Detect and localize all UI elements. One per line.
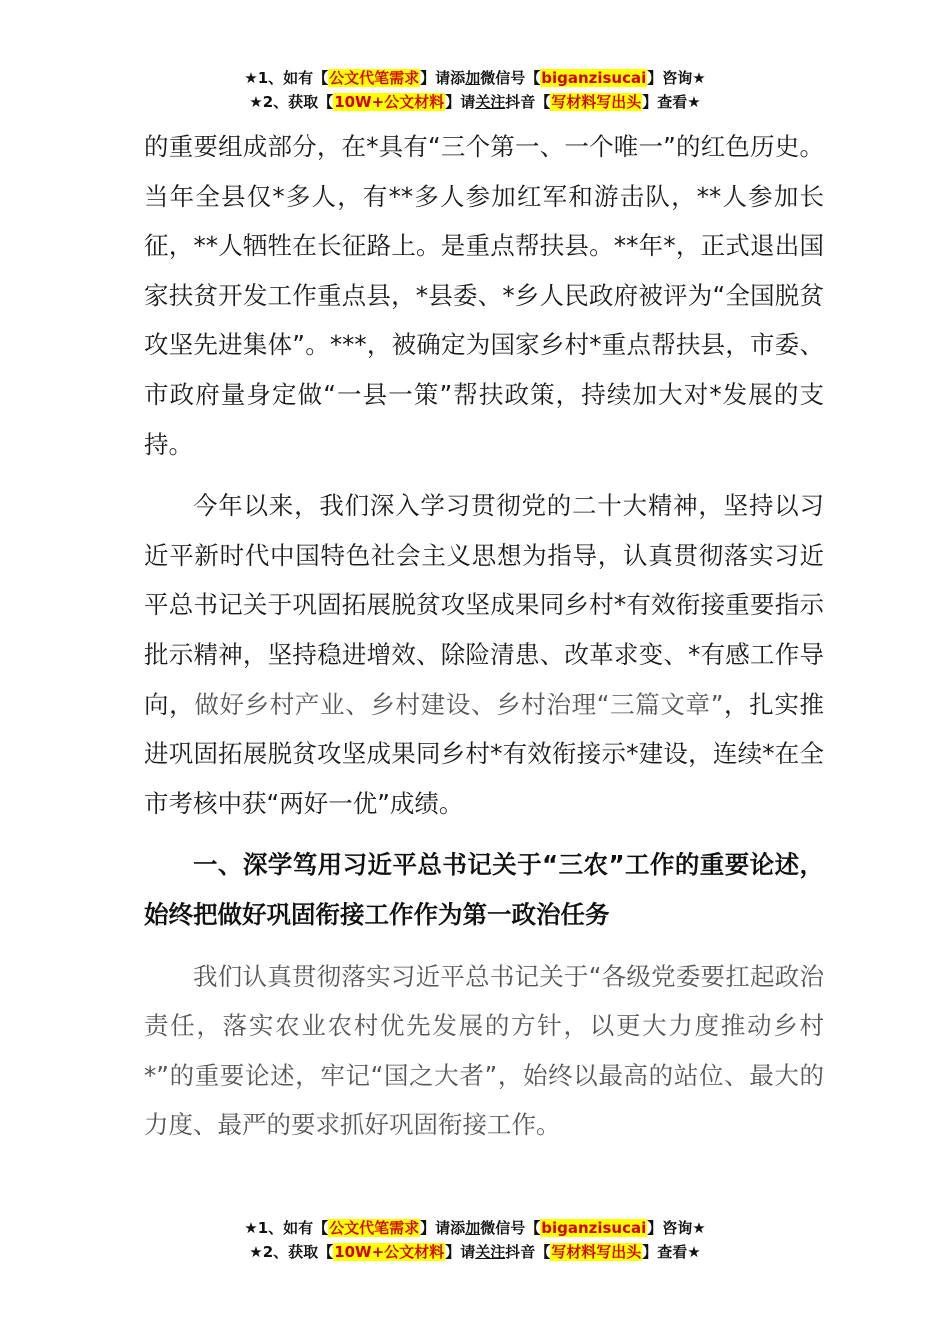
document-body — [144, 122, 824, 1150]
highlight-materials: 10W+公文材料 — [334, 1243, 445, 1261]
banner-text: 】请 — [445, 1243, 476, 1261]
highlight-wechat-id: biganzisucai — [541, 69, 647, 87]
banner-text: 】咨询★ — [647, 1219, 706, 1237]
banner-line-2 — [0, 1240, 950, 1264]
header-banner — [0, 66, 950, 114]
banner-text: 】咨询★ — [647, 69, 706, 87]
banner-text: ★1、如有【 — [244, 1219, 329, 1237]
banner-text: ★2、获取【 — [249, 1243, 334, 1261]
banner-text: 微信号【 — [480, 1219, 541, 1237]
paragraph-overview — [144, 481, 824, 828]
highlight-materials: 10W+公文材料 — [334, 93, 445, 111]
underlined-text: 加 — [465, 69, 481, 87]
paragraph-history: 的重要组成部分，在*具有“三个第一、一个唯一”的红色历史。当年全县仅*多人，有**多人参加红军和游击队，**人参加长征，**人牺牲在长征路上。是重点帮扶县。**年*，正式退出国家扶贫开发工作重点县，*县委、*乡人民政府被评为“全国脱贫攻坚先进集体”。***，被确定为国家乡村*重点帮扶县，市委、市政府量身定做“一县一策”帮扶政策，持续加大对*发展的支持。 — [144, 132, 824, 459]
banner-text: 抖音【 — [505, 1243, 551, 1261]
paragraph-section-1: 我们认真贯彻落实习近平总书记关于“各级党委要扛起政治责任，落实农业农村优先发展的方针，以更大力度推动乡村*”的重要论述，牢记“国之大者”，始终以最高的站位、最大的力度、最严的要求抓好巩固衔接工作。 — [144, 961, 824, 1140]
banner-text: ★2、获取【 — [249, 93, 334, 111]
banner-text: 微信号【 — [480, 69, 541, 87]
highlight-ghostwriting: 公文代笔需求 — [329, 69, 420, 87]
underlined-text: 关注 — [475, 1243, 506, 1261]
highlight-ghostwriting: 公文代笔需求 — [329, 1219, 420, 1237]
underlined-text: 加 — [465, 1219, 481, 1237]
banner-text: 】请 — [445, 93, 476, 111]
banner-text: 】查看★ — [642, 1243, 701, 1261]
banner-text: 】请添 — [420, 1219, 466, 1237]
footer-banner — [0, 1216, 950, 1264]
banner-text: 抖音【 — [505, 93, 551, 111]
paragraph-text: ，扎实推进巩固拓展脱贫攻坚成果同乡村*有效衔接示*建设，连续*在全市考核中获“两好一优”成绩。 — [144, 689, 825, 818]
banner-text: 】查看★ — [642, 93, 701, 111]
highlight-douyin: 写材料写出头 — [551, 93, 642, 111]
banner-line-2 — [0, 90, 950, 114]
banner-text: ★1、如有【 — [244, 69, 329, 87]
banner-line-1 — [0, 66, 950, 90]
banner-text: 】请添 — [420, 69, 466, 87]
banner-line-1 — [0, 1216, 950, 1240]
section-heading-1: 一、深学笃用习近平总书记关于“三农”工作的重要论述，始终把做好巩固衔接工作作为第一政治任务 — [144, 850, 824, 929]
highlight-wechat-id: biganzisucai — [541, 1219, 647, 1237]
paragraph-text: 今年以来，我们深入学习贯彻党的二十大精神，坚持以习近平新时代中国特色社会主义思想为指导，认真贯彻落实习近平总书记关于巩固拓展脱贫攻坚成果同乡村*有效衔接重要指示批示精神，坚持稳进增效、除险清患、改革求变、*有感工作导向， — [144, 491, 824, 719]
paragraph-text-grey: 做好乡村产业、乡村建设、乡村治理“三篇文章” — [194, 689, 724, 719]
underlined-text: 关注 — [475, 93, 506, 111]
highlight-douyin: 写材料写出头 — [551, 1243, 642, 1261]
